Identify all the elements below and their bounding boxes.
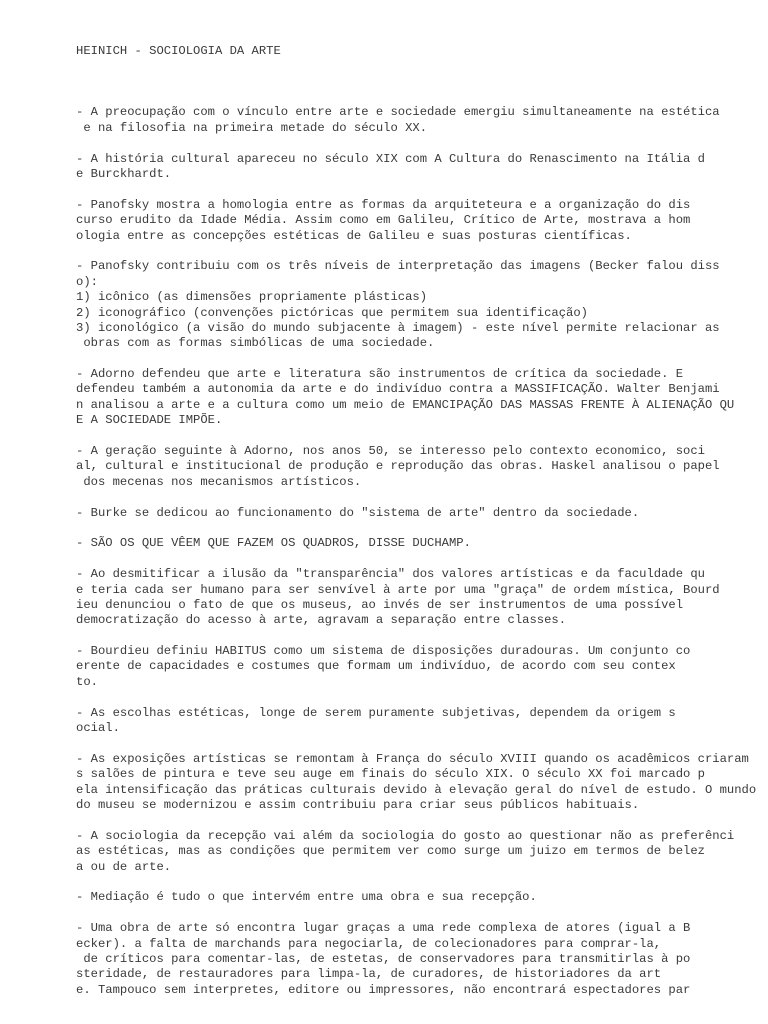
text-line: to. bbox=[76, 674, 98, 689]
text-line: a ou de arte. bbox=[76, 859, 172, 874]
paragraph bbox=[76, 829, 756, 875]
text-line: 3) iconológico (a visão do mundo subjacente à imagem) - este nível permite relacionar as bbox=[76, 320, 720, 335]
text-line: - A preocupação com o vínculo entre arte e sociedade emergiu simultaneamente na estética bbox=[76, 105, 720, 120]
text-line: democratização do acesso à arte, agravam a separação entre classes. bbox=[76, 613, 567, 628]
paragraph bbox=[76, 536, 756, 551]
text-line: - Mediação é tudo o que intervém entre uma obra e sua recepção. bbox=[76, 890, 537, 905]
paragraph bbox=[76, 367, 756, 429]
paragraph bbox=[76, 752, 756, 814]
text-line: steridade, de restauradores para limpa-la, de curadores, de historiadores da art bbox=[76, 967, 662, 982]
text-line: erente de capacidades e costumes que formam um indivíduo, de acordo com seu contex bbox=[76, 659, 676, 674]
text-line: - Ao desmitificar a ilusão da "transparência" dos valores artísticas e da faculdade qu bbox=[76, 567, 705, 582]
text-line: do museu se modernizou e assim contribuiu para criar seus públicos habituais. bbox=[76, 798, 640, 812]
text-line: 1) icônico (as dimensões propriamente plásticas) bbox=[76, 290, 428, 305]
text-line: e teria cada ser humano para ser senvível à arte por uma "graça" de ordem mística, Bourd bbox=[76, 582, 720, 597]
text-line: - A sociologia da recepção vai além da sociologia do gosto ao questionar não as preferênci bbox=[76, 828, 735, 843]
text-line: as estéticas, mas as condições que permitem ver como surge um juizo em termos de belez bbox=[76, 844, 705, 859]
text-line: curso erudito da Idade Média. Assim como em Galileu, Crítico de Arte, mostrava a hom bbox=[76, 213, 691, 228]
paragraph bbox=[76, 706, 756, 737]
text-line: - SÃO OS QUE VÊEM QUE FAZEM OS QUADROS, DISSE DUCHAMP. bbox=[76, 536, 471, 551]
text-line: - As escolhas estéticas, longe de serem puramente subjetivas, dependem da origem s bbox=[76, 705, 676, 720]
text-line: - A história cultural apareceu no século XIX com A Cultura do Renascimento na Itália d bbox=[76, 151, 705, 166]
document-text bbox=[76, 13, 756, 1024]
paragraph bbox=[76, 644, 756, 690]
text-line: - A geração seguinte à Adorno, nos anos 50, se interesso pelo contexto economico, soci bbox=[76, 444, 705, 459]
text-line: ieu denunciou o fato de que os museus, ao invés de ser instrumentos de uma possível bbox=[76, 597, 684, 612]
text-line: defendeu também a autonomia da arte e do indivíduo contra a MASSIFICAÇÃO. Walter Benjami bbox=[76, 382, 720, 397]
text-line: o): bbox=[76, 274, 98, 289]
paragraph bbox=[76, 921, 756, 998]
text-line: - Burke se dedicou ao funcionamento do "sistema de arte" dentro da sociedade. bbox=[76, 505, 640, 520]
text-line: - Panofsky contribuiu com os três níveis de interpretação das imagens (Becker falou diss bbox=[76, 259, 720, 274]
paragraph bbox=[76, 105, 756, 136]
paragraph bbox=[76, 506, 756, 521]
text-line: dos mecenas nos mecanismos artísticos. bbox=[76, 474, 362, 489]
document-title: HEINICH - SOCIOLOGIA DA ARTE bbox=[76, 43, 281, 58]
text-line: - Panofsky mostra a homologia entre as formas da arquiteteura e a organização do dis bbox=[76, 197, 691, 212]
text-line: al, cultural e institucional de produção e reprodução das obras. Haskel analisou o papel bbox=[76, 459, 720, 474]
paragraph bbox=[76, 567, 756, 629]
paragraph bbox=[76, 444, 756, 490]
paragraph bbox=[76, 259, 756, 351]
text-line: - Uma obra de arte só encontra lugar graças a uma rede complexa de atores (igual a B bbox=[76, 921, 691, 936]
text-line: ecker). a falta de marchands para negociarla, de colecionadores para comprar-la, bbox=[76, 936, 662, 951]
text-line: obras com as formas simbólicas de uma sociedade. bbox=[76, 336, 435, 351]
text-line: s salões de pintura e teve seu auge em finais do século XIX. O século XX foi marcado p bbox=[76, 767, 705, 782]
text-line: - Bourdieu definiu HABITUS como um sistema de disposições duradouras. Um conjunto co bbox=[76, 644, 691, 659]
text-line: n analisou a arte e a cultura como um meio de EMANCIPAÇÃO DAS MASSAS FRENTE À ALIENAÇÃO QU bbox=[76, 397, 735, 412]
text-line: 2) iconográfico (convenções pictóricas que permitem sua identificação) bbox=[76, 305, 588, 320]
text-line: e Burckhardt. bbox=[76, 166, 172, 181]
paragraph bbox=[76, 152, 756, 183]
text-line: e. Tampouco sem interpretes, editore ou impressores, não encontrará espectadores par bbox=[76, 982, 691, 997]
text-line: - As exposições artísticas se remontam à França do século XVIII quando os acadêmicos criaram bbox=[76, 751, 749, 766]
paragraph bbox=[76, 890, 756, 905]
text-line: ela intensificação das práticas culturais devido à elevação geral do nível de estudo. O mundo bbox=[76, 782, 757, 797]
text-line: e na filosofia na primeira metade do século XX. bbox=[76, 120, 428, 135]
text-line: ocial. bbox=[76, 721, 120, 736]
text-line: de críticos para comentar-las, de estetas, de conservadores para transmitirlas à po bbox=[76, 951, 691, 966]
text-line: ologia entre as concepções estéticas de Galileu e suas posturas científicas. bbox=[76, 228, 632, 243]
text-line: E A SOCIEDADE IMPÕE. bbox=[76, 413, 223, 428]
text-line: - Adorno defendeu que arte e literatura são instrumentos de crítica da sociedade. E bbox=[76, 367, 684, 382]
paragraph bbox=[76, 198, 756, 244]
paragraph-list bbox=[76, 105, 756, 998]
